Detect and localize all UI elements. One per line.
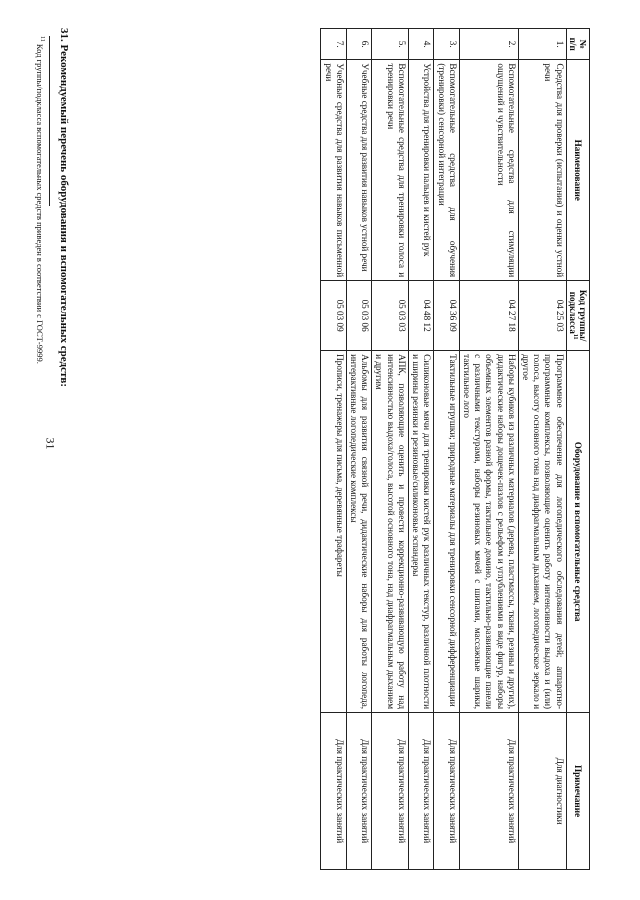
cell-num: 4.	[408, 29, 433, 60]
table-header-row	[566, 29, 589, 870]
table-row	[459, 29, 518, 870]
cell-num: 7.	[321, 29, 346, 60]
cell-name: Средства для проверки (испытания) и оценки устной речи	[518, 60, 566, 281]
equipment-table	[320, 28, 590, 870]
header-num: № п/п	[566, 29, 589, 60]
cell-name: Учебные средства для развития навыков устной речи	[346, 60, 371, 281]
footnote-divider	[49, 36, 50, 206]
cell-note: Для практических занятий	[408, 713, 433, 870]
footnote-marker: 11	[571, 333, 578, 340]
table-row	[372, 29, 409, 870]
cell-equipment: АПК, позволяющие оценить и провести коррекционно-развивающую работу над интенсивностью выдоха/голоса, высотой основного тона, над диафрагмальным дыханием и другим	[372, 351, 409, 713]
cell-note: Для практических занятий	[321, 713, 346, 870]
table-row	[346, 29, 371, 870]
cell-num: 1.	[518, 29, 566, 60]
table-row	[518, 29, 566, 870]
cell-code: 04 36 09	[434, 281, 459, 351]
cell-num: 2.	[459, 29, 518, 60]
cell-equipment: Прописи, тренажеры для письма, деревянные трафареты	[321, 351, 346, 713]
cell-note: Для диагностики	[518, 713, 566, 870]
table-body	[321, 29, 566, 870]
cell-equipment: Программное обеспечение для логопедического обследования детей; аппаратно-программные комплексы, позволяющие оценить работу интенсивности выдоха и (или) голоса, высоту основного тона над диафрагмальным дыханием, логопедическое зеркало и другое	[518, 351, 566, 713]
table-row	[321, 29, 346, 870]
cell-note: Для практических занятий	[459, 713, 518, 870]
cell-code: 05 03 06	[346, 281, 371, 351]
cell-code: 04 48 12	[408, 281, 433, 351]
cell-note: Для практических занятий	[346, 713, 371, 870]
cell-name: Вспомогательные средства для тренировки голоса и тренировки речи	[372, 60, 409, 281]
cell-name: Учебные средства для развития навыков письменной речи	[321, 60, 346, 281]
cell-code: 04 25 03	[518, 281, 566, 351]
cell-num: 3.	[434, 29, 459, 60]
footnote-sup: 11	[38, 36, 45, 42]
page-number: 31	[43, 437, 58, 450]
cell-equipment: Альбомы для развития связной речи, дидактические наборы для работы логопеда, интерактивные логопедические комплексы	[346, 351, 371, 713]
cell-name: Устройства для тренировки пальцев и кистей рук	[408, 60, 433, 281]
header-code: Код группы/ подкласса$^{11}$	[566, 281, 589, 351]
cell-equipment: Тактильные игрушки; природные материалы для тренировки сенсорной дифференциации	[434, 351, 459, 713]
cell-num: 6.	[346, 29, 371, 60]
cell-code: 05 03 03	[372, 281, 409, 351]
header-equipment: Оборудование и вспомогательные средства	[566, 351, 589, 713]
cell-code: 04 27 18	[459, 281, 518, 351]
cell-note: Для практических занятий	[434, 713, 459, 870]
cell-code: 05 03 09	[321, 281, 346, 351]
cell-equipment: Наборы кубиков из различных материалов (дерева, пластмассы, ткани, резины и других), дидактические наборы дощечек-пазлов с рельефом и углублениями в виде фигур, наборы объемных элементов разной формы, тактильное домино, тактильно-развивающие панели с различными текстурами, наборы резиновых мячей с шипами, массажные шарики, тактильное лото	[459, 351, 518, 713]
cell-note: Для практических занятий	[372, 713, 409, 870]
section-heading: 31. Рекомендуемый перечень оборудования и вспомогательных средств:	[58, 28, 70, 387]
header-note: Примечание	[566, 713, 589, 870]
cell-num: 5.	[372, 29, 409, 60]
cell-equipment: Силиконовые мячи для тренировки кистей рук различных текстур, различной плотности и ширины резинки и резиновые/силиконовые эспандеры	[408, 351, 433, 713]
table-row	[434, 29, 459, 870]
table-row	[408, 29, 433, 870]
cell-name: Вспомогательные средства для стимуляции ощущений и чувствительности	[459, 60, 518, 281]
footnote	[35, 36, 45, 876]
header-name: Наименование	[566, 60, 589, 281]
cell-name: Вспомогательные средства для обучения (тренировки) сенсорной интеграции	[434, 60, 459, 281]
footnote-text: Код группы/подкласса вспомогательных средств приведен в соответствии с ГОСТ-9999.	[35, 43, 45, 364]
